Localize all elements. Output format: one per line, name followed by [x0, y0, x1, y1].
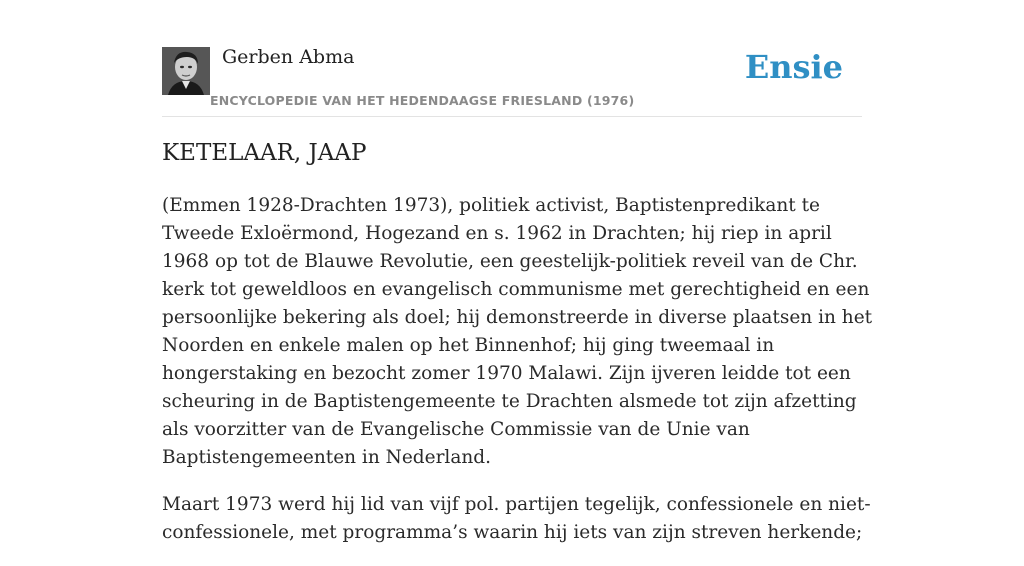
author-avatar[interactable]	[162, 47, 210, 95]
ensie-logo[interactable]: Ensie	[744, 48, 843, 86]
article-paragraph: Maart 1973 werd hij lid van vijf pol. partijen tegelijk, confessionele en niet-confessionele, met programma’s waarin hij iets van zijn streven herkende;	[162, 494, 871, 543]
article-paragraph: (Emmen 1928-Drachten 1973), politiek activist, Baptistenpredikant te Tweede Exloërmond, Hogezand en s. 1962 in Drachten; hij riep in april 1968 op tot de Blauwe Revolutie, een geestelijk-politiek reveil van de Chr. kerk tot geweldloos en evangelisch communisme met gerechtigheid en een persoonlijke bekering als doel; hij demonstreerde in diverse plaatsen in het Noorden en enkele malen op het Binnenhof; hij ging tweemaal in hongerstaking en bezocht zomer 1970 Malawi. Zijn ijveren leidde tot een scheuring in de Baptistengemeente te Drachten alsmede tot zijn afzetting als voorzitter van de Evangelische Commissie van de Unie van Baptistengemeenten in Nederland.	[162, 195, 873, 468]
article-body	[162, 192, 874, 566]
author-name[interactable]: Gerben Abma	[222, 46, 355, 68]
article-header	[162, 44, 862, 117]
article-title: KETELAAR, JAAP	[162, 140, 367, 166]
author-photo-icon	[162, 47, 210, 95]
source-label[interactable]: ENCYCLOPEDIE VAN HET HEDENDAAGSE FRIESLAND (1976)	[210, 93, 635, 108]
